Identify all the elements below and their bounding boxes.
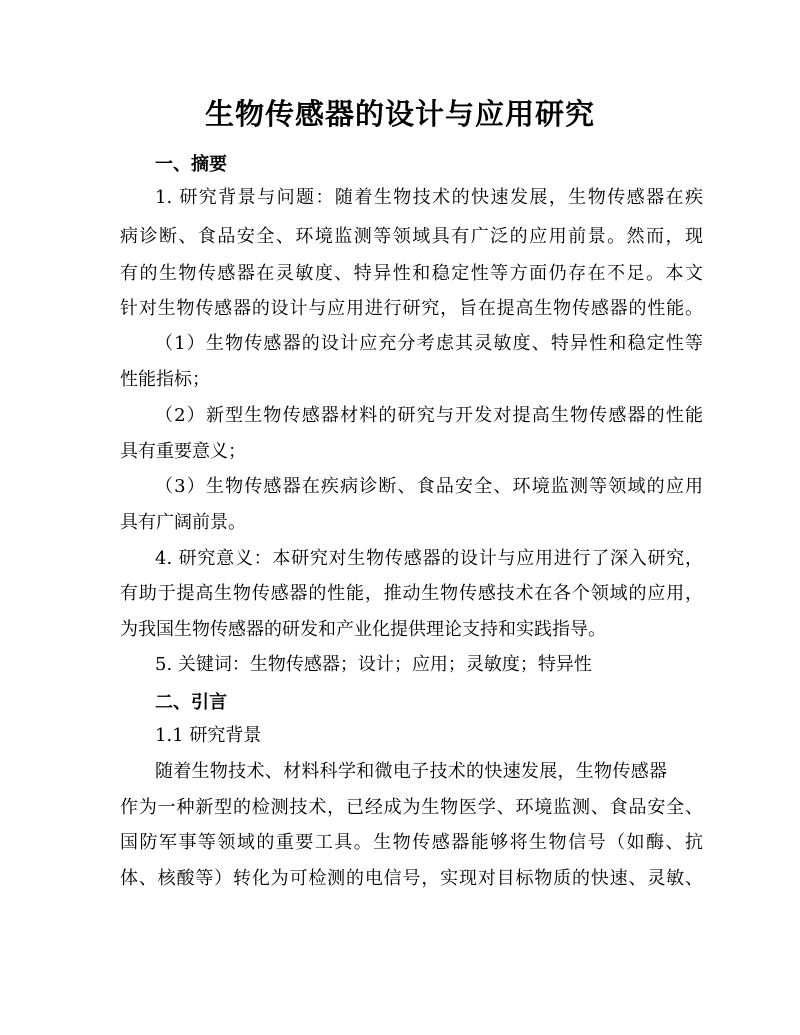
list-item-line: 具有广阔前景。	[120, 512, 246, 533]
section-heading-abstract: 一、摘要	[155, 154, 227, 175]
paragraph-line: 4. 研究意义：本研究对生物传感器的设计与应用进行了深入研究，	[155, 548, 703, 569]
subsection-heading: 1.1 研究背景	[155, 725, 262, 746]
list-item-line: 性能指标；	[120, 369, 210, 390]
paragraph-line: 病诊断、食品安全、环境监测等领域具有广泛的应用前景。然而，现	[120, 226, 703, 247]
paragraph-line: 作为一种新型的检测技术，已经成为生物医学、环境监测、食品安全、	[120, 797, 703, 818]
paragraph-line: 为我国生物传感器的研发和产业化提供理论支持和实践指导。	[120, 619, 606, 640]
paragraph-line: 有的生物传感器在灵敏度、特异性和稳定性等方面仍存在不足。本文	[120, 263, 703, 284]
paragraph-line: 针对生物传感器的设计与应用进行研究，旨在提高生物传感器的性能。	[120, 298, 703, 319]
paragraph-line: 有助于提高生物传感器的性能，推动生物传感技术在各个领域的应用，	[120, 583, 703, 604]
section-heading-introduction: 二、引言	[155, 692, 227, 713]
paragraph-line: 1. 研究背景与问题：随着生物技术的快速发展，生物传感器在疾	[155, 187, 703, 208]
paragraph-line: 国防军事等领域的重要工具。生物传感器能够将生物信号（如酶、抗	[120, 832, 703, 853]
paragraph-line: 随着生物技术、材料科学和微电子技术的快速发展，生物传感器	[155, 761, 667, 782]
list-item-line: （1）生物传感器的设计应充分考虑其灵敏度、特异性和稳定性等	[155, 333, 703, 354]
list-item-line: （3）生物传感器在疾病诊断、食品安全、环境监测等领域的应用	[155, 476, 703, 497]
paragraph-line: 体、核酸等）转化为可检测的电信号，实现对目标物质的快速、灵敏、	[120, 868, 703, 889]
document-title: 生物传感器的设计与应用研究	[204, 97, 595, 131]
keywords-line: 5. 关键词：生物传感器；设计；应用；灵敏度；特异性	[155, 654, 592, 675]
list-item-line: （2）新型生物传感器材料的研究与开发对提高生物传感器的性能	[155, 405, 703, 426]
list-item-line: 具有重要意义；	[120, 441, 246, 462]
